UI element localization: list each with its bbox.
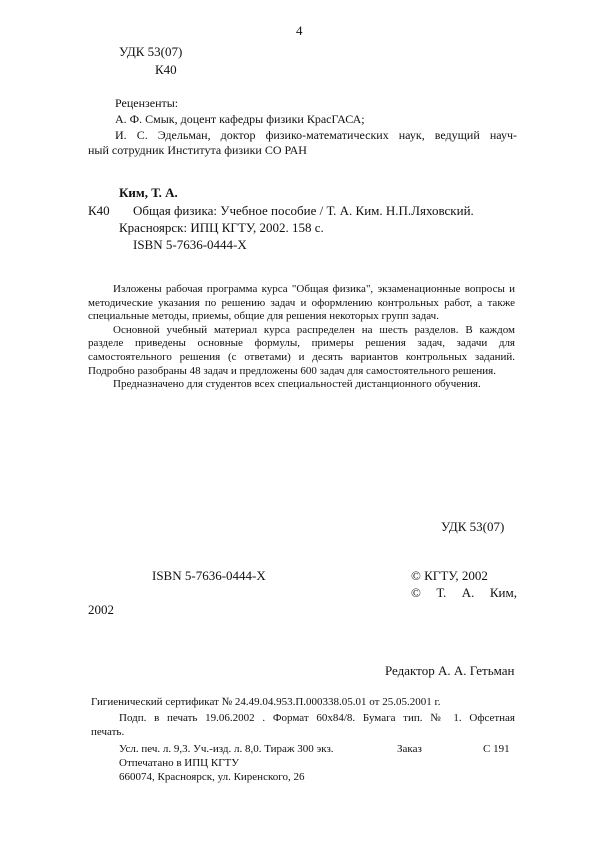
- order-price: С 191: [483, 743, 510, 755]
- copyright-author: © Т. А. Ким,: [411, 585, 517, 600]
- biblio-isbn: ISBN 5-7636-0444-Х: [133, 237, 247, 252]
- reviewers-heading: Рецензенты:: [115, 96, 179, 110]
- publication-year: 2002: [88, 602, 114, 617]
- reviewer-2-line-2: ный сотрудник Института физики СО РАН: [88, 143, 307, 157]
- print-details-line-2: печать.: [91, 726, 125, 738]
- abstract: [88, 283, 515, 392]
- udk-code-top: УДК 53(07): [119, 44, 183, 59]
- biblio-code: К40: [88, 203, 110, 218]
- biblio-title-line: Общая физика: Учебное пособие / Т. А. Ким. Н.П.Ляховский.: [133, 203, 474, 218]
- udk-code-right: УДК 53(07): [441, 519, 505, 534]
- abstract-paragraph: Предназначено для студентов всех специальностей дистанционного обучения.: [113, 378, 481, 391]
- abstract-paragraph: Изложены рабочая программа курса "Общая физика", экзаменационные вопросы и методические указания по решению задач и оформлению контрольных работ, а также специальные методы, приемы, общие для решения некоторых групп задач.: [88, 283, 515, 323]
- order-label: Заказ: [397, 743, 422, 755]
- editor-credit: Редактор А. А. Гетьман: [385, 663, 515, 678]
- print-details-line-1: Подп. в печать 19.06.2002 . Формат 60х84/8. Бумага тип. № 1. Офсетная: [119, 712, 515, 724]
- page-number: 4: [296, 23, 303, 38]
- print-sheets: Усл. печ. л. 9,3. Уч.-изд. л. 8,0. Тираж 300 экз.: [119, 743, 334, 755]
- abstract-paragraph: Основной учебный материал курса распределен на шесть разделов. В каждом разделе приведены основные формулы, примеры решения задач, задачи для самостоятельного решения (с ответами) и десять вариантов контрольных заданий. Подробно разобраны 48 задач и предложены 600 задач для самостоятельного решения.: [88, 323, 515, 377]
- isbn-bottom: ISBN 5-7636-0444-Х: [152, 568, 266, 583]
- author-code-top: К40: [155, 62, 177, 77]
- reviewer-1: А. Ф. Смык, доцент кафедры физики КрасГАСА;: [115, 112, 365, 126]
- author-heading: Ким, Т. А.: [119, 185, 178, 200]
- copyright-kgtu: © КГТУ, 2002: [411, 568, 488, 583]
- reviewer-2-line-1: И. С. Эдельман, доктор физико-математических наук, ведущий науч-: [115, 128, 517, 142]
- hygiene-certificate: Гигиенический сертификат № 24.49.04.953.П.000338.05.01 от 25.05.2001 г.: [91, 696, 441, 708]
- printed-at: Отпечатано в ИПЦ КГТУ: [119, 757, 240, 769]
- printer-address: 660074, Красноярск, ул. Киренского, 26: [119, 771, 305, 783]
- biblio-publisher-line: Красноярск: ИПЦ КГТУ, 2002. 158 с.: [119, 220, 324, 235]
